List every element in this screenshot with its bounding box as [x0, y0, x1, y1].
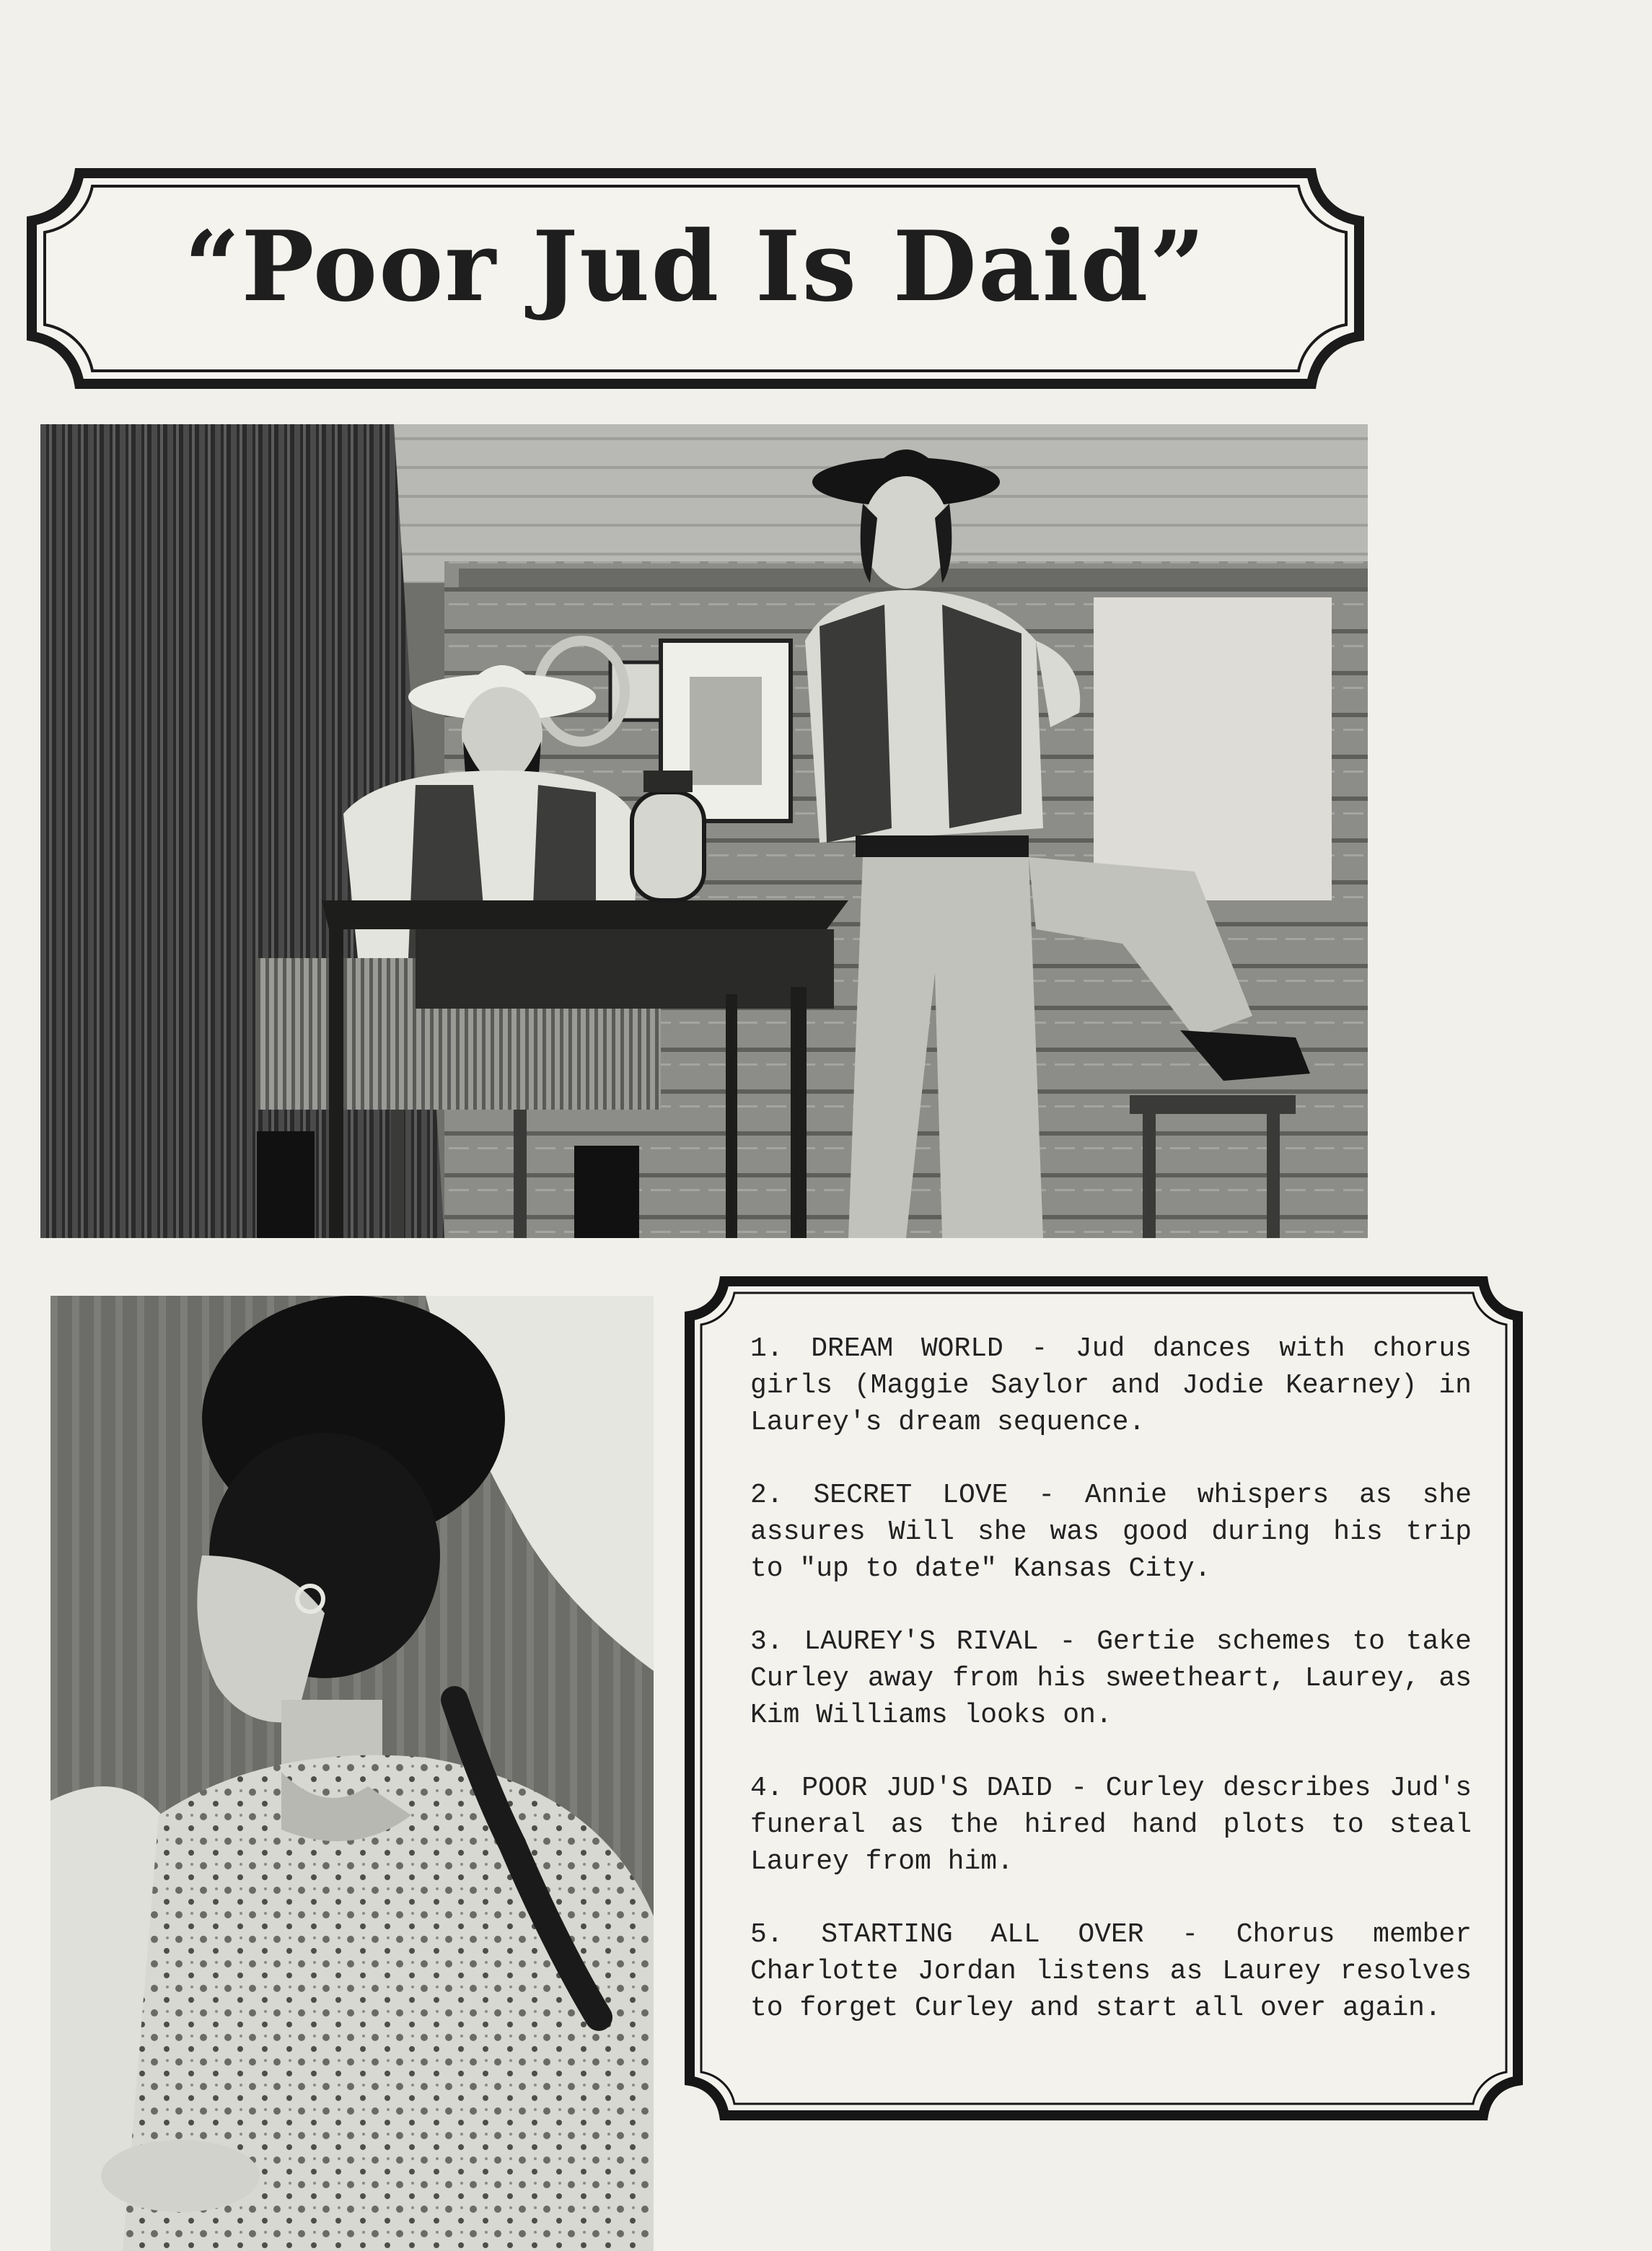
chorus-photo-image: [50, 1296, 654, 2251]
title-plaque: [26, 167, 1365, 390]
page-title: “Poor Jud Is Daid”: [184, 209, 1207, 323]
caption-item-2: 2. SECRET LOVE - Annie whispers as she assures Will she was good during his trip to "up to date" Kansas City.: [750, 1480, 1472, 1584]
stage-photo-image: [40, 424, 1368, 1238]
caption-item-5: 5. STARTING ALL OVER - Chorus member Charlotte Jordan listens as Laurey resolves to forget Curley and start all over again.: [750, 1919, 1472, 2024]
photo-chorus-member: [50, 1296, 654, 2251]
caption-list: [750, 1330, 1472, 2063]
caption-item-1: 1. DREAM WORLD - Jud dances with chorus girls (Maggie Saylor and Jodie Kearney) in Laurey's dream sequence.: [750, 1333, 1472, 1438]
photo-jud-and-curley: [40, 424, 1368, 1238]
caption-item-3: 3. LAUREY'S RIVAL - Gertie schemes to take Curley away from his sweetheart, Laurey, as Kim Williams looks on.: [750, 1626, 1472, 1731]
caption-box: [684, 1276, 1524, 2121]
caption-item-4: 4. POOR JUD'S DAID - Curley describes Jud's funeral as the hired hand plots to steal Laurey from him.: [750, 1773, 1472, 1877]
